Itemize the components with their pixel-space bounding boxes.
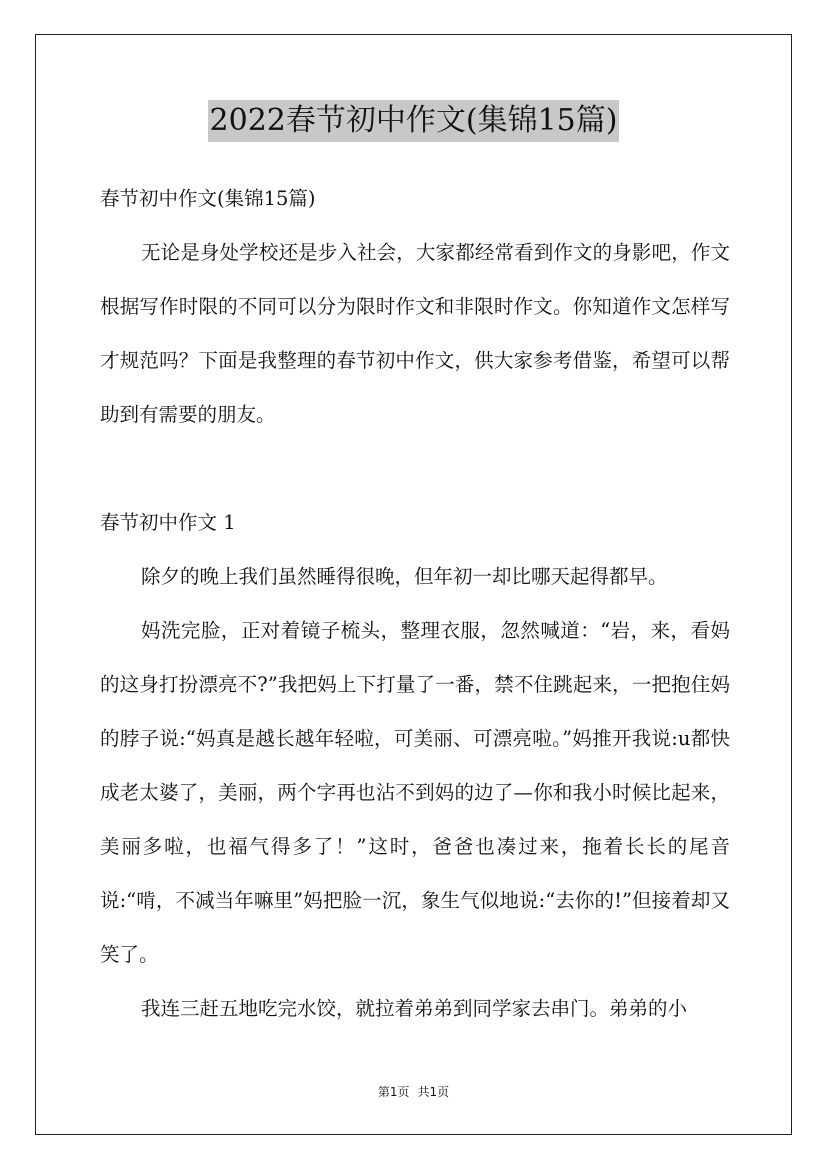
essay-paragraph: 除夕的晚上我们虽然睡得很晚，但年初一却比哪天起得都早。: [141, 565, 668, 588]
intro-heading: 春节初中作文(集锦15篇): [100, 187, 316, 210]
title-container: [0, 100, 827, 142]
essay-paragraph: 我连三赶五地吃完水饺，就拉着弟弟到同学家去串门。弟弟的小: [141, 997, 688, 1020]
page-footer: [0, 1083, 827, 1101]
essay-heading: 春节初中作文 1: [100, 511, 236, 534]
document-title: 2022春节初中作文(集锦15篇): [208, 100, 620, 142]
section-gap: [100, 442, 730, 496]
page-number: 第1页: [377, 1085, 410, 1099]
intro-paragraph: 无论是身处学校还是步入社会，大家都经常看到作文的身影吧，作文根据写作时限的不同可以分为限时作文和非限时作文。你知道作文怎样写才规范吗？下面是我整理的春节初中作文，供大家参考借鉴，希望可以帮助到有需要的朋友。: [100, 241, 730, 426]
essay-paragraph: 妈洗完脸，正对着镜子梳头，整理衣服，忽然喊道：“岩，来，看妈的这身打扮漂亮不?”我把妈上下打量了一番，禁不住跳起来，一把抱住妈的脖子说:“妈真是越长越年轻啦，可美丽、可漂亮啦。”妈推开我说:u都快成老太婆了，美丽，两个字再也沾不到妈的边了—你和我小时候比起来，美丽多啦，也福气得多了！”这时，爸爸也凑过来，拖着长长的尾音说:“啃，不减当年嘛里”妈把脸一沉，象生气似地说:“去你的!”但接着却又笑了。: [100, 619, 730, 966]
document-body: [100, 172, 730, 1036]
page-total: 共1页: [417, 1085, 450, 1099]
